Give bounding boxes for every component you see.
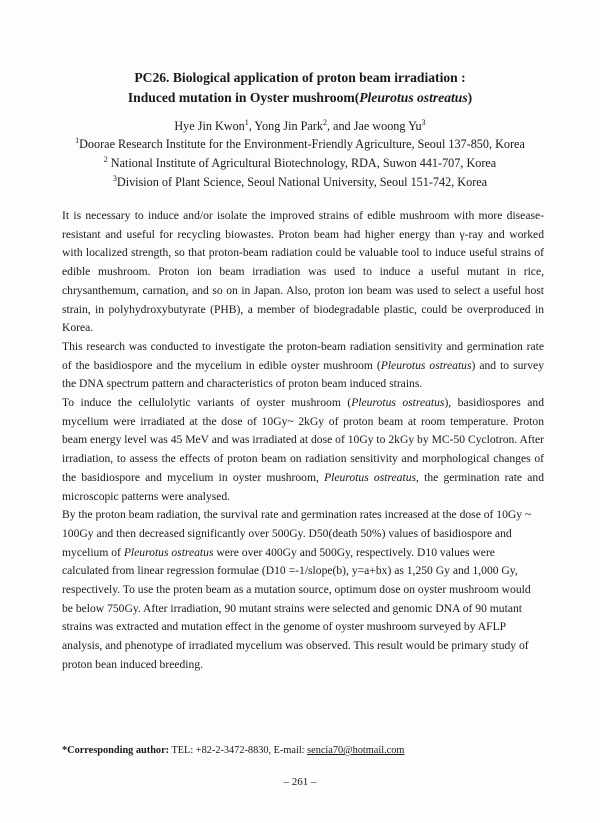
title-species-name: Pleurotus ostreatus xyxy=(359,90,468,105)
affiliation-line xyxy=(0,154,600,173)
affiliation-line xyxy=(0,173,600,192)
author-name: Hye Jin Kwon xyxy=(174,119,245,133)
affiliation-line xyxy=(0,135,600,154)
affiliation-marker: 2 xyxy=(103,154,108,164)
author-name: Jae woong Yu xyxy=(353,119,422,133)
author-affiliation-marker: 2 xyxy=(322,117,327,127)
abstract-text: To induce the cellulolytic variants of oyster mushroom ( xyxy=(62,396,352,410)
author-separator: , xyxy=(248,119,255,133)
abstract-paragraph xyxy=(62,338,544,394)
abstract-text: This research was conducted to investigate the proton-beam radiation sensitivity and germination rate of the basidiospore and the mycelium in edible oyster mushroom ( xyxy=(62,339,544,372)
abstract-text: By the proton beam radiation, the survival rate and germination rates increased at the dose of 10Gy ~ 100Gy and then decreased significantly over 500Gy. D50(death 50%) values of basidiospore and mycelium of xyxy=(62,508,532,559)
corresponding-author-note xyxy=(62,744,544,758)
author-list xyxy=(0,118,600,134)
author-name: Yong Jin Park xyxy=(254,119,323,133)
species-name: Pleurotus ostreatus xyxy=(351,396,445,410)
title-line-2-prefix: Induced mutation in Oyster mushroom( xyxy=(127,90,360,105)
species-name: Pleurotus ostreatus xyxy=(380,358,472,372)
abstract-text: It is necessary to induce and/or isolate the improved strains of edible mushroom with more disease-resistant and useful for recycling biowastes. Proton beam had higher energy than γ-ray and worked with localized strength, so that proton-beam radiation could be valuable tool to induce useful strains of edible mushroom. Proton ion beam irradiation was used to induce a useful mutant in rice, chrysanthemum, carnation, and so on in Japan. Also, proton ion beam was used to select a useful host strain, in polyhydroxybutyrate (PHB), a member of biodegradable plastic, could be overproduced in Korea. xyxy=(62,209,544,335)
page-number: – 261 – xyxy=(283,776,317,788)
affiliation-text: Division of Plant Science, Seoul National University, Seoul 151-742, Korea xyxy=(116,175,488,189)
affiliation-text: National Institute of Agricultural Biotechnology, RDA, Suwon 441-707, Korea xyxy=(107,156,497,170)
paper-title xyxy=(0,68,600,108)
abstract-body xyxy=(62,207,544,675)
affiliation-marker: 1 xyxy=(75,135,80,145)
species-name: Pleurotus ostreatus xyxy=(123,545,214,559)
abstract-paragraph xyxy=(62,506,544,674)
abstract-text: ), basidiospores and mycelium were irradiated at the dose of 10Gy~ 2kGy of proton beam at room temperature. Proton beam energy level was 45 MeV and was irradiated at dose of 10Gy to 2kGy by MC-50 Cyclotron. After irradiation, to assess the effects of proton beam on radiation sensitivity and morphological changes of the basidiospore and mycelium in oyster mushroom, xyxy=(62,396,544,484)
corresponding-author-label: *Corresponding author: xyxy=(62,745,170,756)
abstract-text: ) and to survey the DNA spectrum pattern and characteristics of proton beam induced strains. xyxy=(62,358,544,391)
author-affiliation-marker: 1 xyxy=(244,117,249,127)
abstract-text: , the germination rate and microscopic patterns were analysed. xyxy=(62,470,544,503)
title-line-1: PC26. Biological application of proton beam irradiation : xyxy=(134,70,466,85)
author-affiliation-marker: 3 xyxy=(421,117,426,127)
abstract-paragraph xyxy=(62,394,544,506)
author-separator: , and xyxy=(326,119,354,133)
abstract-text: were over 400Gy and 500Gy, respectively. D10 values were calculated from linear regression formulae (D10 =-1/slope(b), y=a+bx) as 1,250 Gy and 1,000 Gy, respectively. To use the proten beam as a mutation source, optimum dose on oyster mushroom would be below 750Gy. After irradiation, 90 mutant strains were selected and genomic DNA of 90 mutant strains was extracted and mutation effect in the genome of oyster mushroom surveyed by AFLP analysis, and phenotype of irradiated mycelium was observed. This result would be primary study of proton bean induced breeding. xyxy=(62,545,531,671)
corresponding-author-contact: TEL: +82-2-3472-8830, E-mail: xyxy=(169,745,308,756)
affiliation-text: Doorae Research Institute for the Environment-Friendly Agriculture, Seoul 137-850, Korea xyxy=(79,137,525,151)
email-link[interactable]: sencia70@hotmail.com xyxy=(307,745,405,756)
abstract-paragraph xyxy=(62,207,544,338)
title-line-2-suffix: ) xyxy=(467,90,473,105)
title-line-2 xyxy=(0,88,600,108)
affiliation-marker: 3 xyxy=(112,173,117,183)
affiliation-list xyxy=(0,135,600,192)
species-name: Pleurotus ostreatus xyxy=(324,470,417,484)
